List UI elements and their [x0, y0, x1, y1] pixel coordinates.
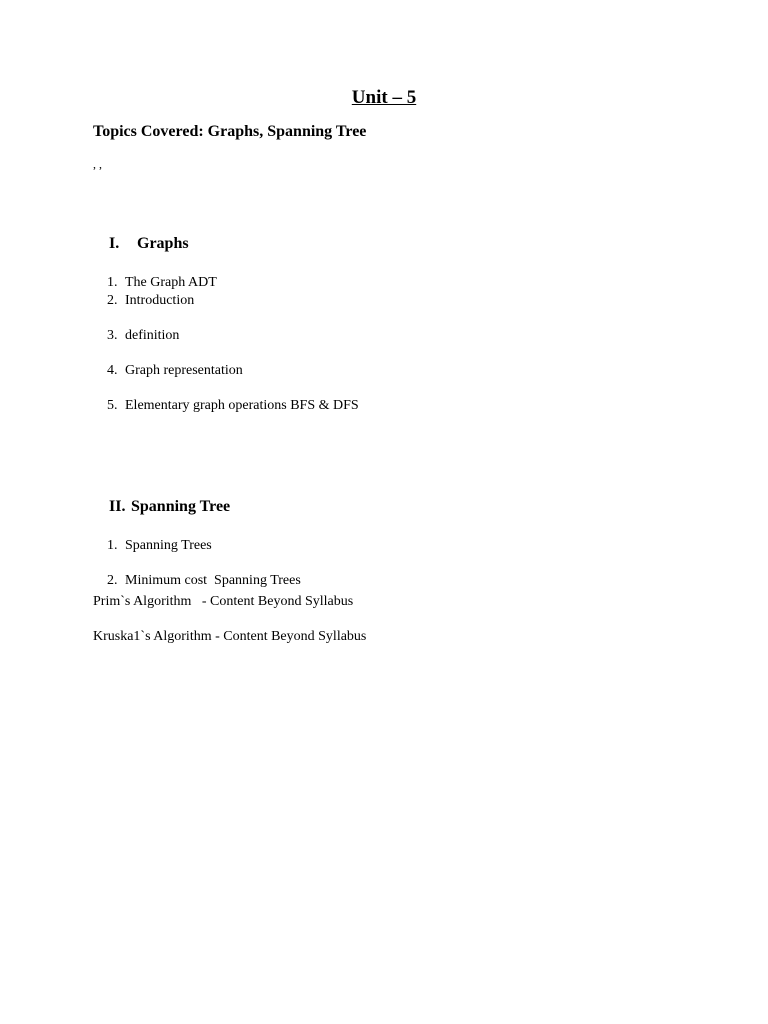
section-title: Spanning Tree [131, 498, 231, 515]
list-item-number: 2. [107, 293, 118, 308]
list-item-text: Spanning Trees [125, 538, 212, 553]
list-item-number: 2. [107, 573, 118, 588]
list-item-number: 3. [107, 328, 118, 343]
section-title: Graphs [137, 235, 189, 252]
list-item-number: 4. [107, 363, 118, 378]
page-title: Unit – 5 [351, 87, 417, 108]
list-item-number: 5. [107, 398, 118, 413]
list-item-text: The Graph ADT [125, 275, 217, 290]
list-item-text: Introduction [125, 293, 195, 308]
section-heading-spanning-tree [93, 483, 230, 531]
list-item-text: Minimum cost Spanning Trees [125, 573, 301, 588]
section-numeral: II. [109, 498, 126, 515]
section-heading-graphs [93, 220, 189, 268]
stray-punctuation: , , [93, 157, 102, 171]
topics-covered: Topics Covered: Graphs, Spanning Tree [93, 123, 367, 140]
list-item-text: Elementary graph operations BFS & DFS [125, 398, 359, 413]
list-item-text: definition [125, 328, 180, 343]
list-item [93, 385, 359, 427]
extra-topic-kruskals: Kruska1`s Algorithm - Content Beyond Syllabus [93, 629, 367, 644]
list-item-number: 1. [107, 538, 118, 553]
list-item-text: Graph representation [125, 363, 243, 378]
section-numeral: I. [109, 235, 120, 252]
list-item-number: 1. [107, 275, 118, 290]
extra-topic-prims: Prim`s Algorithm - Content Beyond Syllabus [93, 594, 354, 609]
